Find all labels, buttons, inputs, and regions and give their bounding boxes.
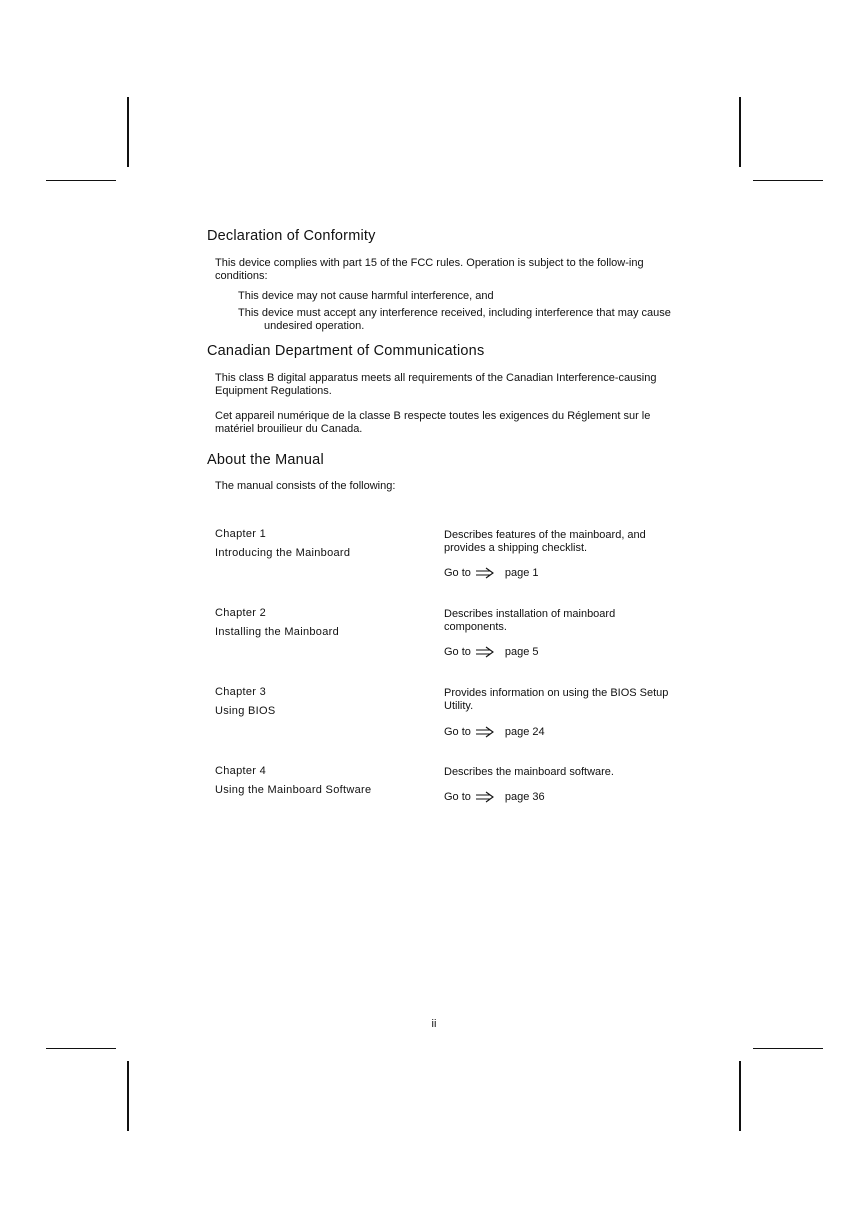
goto-page[interactable]: page 5	[504, 646, 539, 658]
chapter-description: Describes features of the mainboard, and provides a shipping checklist.	[444, 529, 646, 554]
chapter-title: Installing the Mainboard	[215, 626, 339, 638]
chapter-goto[interactable]	[444, 791, 545, 803]
chapter-description: Provides information on using the BIOS Setup Utility.	[444, 687, 669, 712]
page-number: ii	[431, 1018, 437, 1030]
canadian-french-text: Cet appareil numérique de la classe B respecte toutes les exigences du Réglement sur le matériel brouilieur du Canada.	[215, 410, 651, 435]
goto-label: Go to	[444, 646, 471, 658]
chapter-number: Chapter 3	[215, 686, 267, 698]
crop-mark-top-left-vertical	[127, 97, 129, 167]
goto-page[interactable]: page 36	[504, 791, 545, 803]
double-arrow-right-icon	[475, 567, 499, 579]
goto-label: Go to	[444, 791, 471, 803]
crop-mark-top-left-horizontal	[46, 180, 116, 181]
chapter-number: Chapter 1	[215, 528, 267, 540]
goto-label: Go to	[444, 726, 471, 738]
crop-mark-bottom-right-vertical	[739, 1061, 741, 1131]
conformity-condition-2: This device must accept any interference received, including interference that may cause undesired operation.	[238, 307, 671, 332]
about-heading: About the Manual	[207, 452, 324, 468]
chapter-number: Chapter 4	[215, 765, 267, 777]
chapter-goto[interactable]	[444, 726, 545, 738]
goto-page[interactable]: page 24	[504, 726, 545, 738]
crop-mark-top-right-horizontal	[753, 180, 823, 181]
chapter-goto[interactable]	[444, 567, 539, 579]
chapter-number: Chapter 2	[215, 607, 267, 619]
goto-page[interactable]: page 1	[504, 567, 539, 579]
double-arrow-right-icon	[475, 726, 499, 738]
chapter-description: Describes the mainboard software.	[444, 766, 614, 778]
canadian-heading: Canadian Department of Communications	[207, 343, 485, 359]
conformity-heading: Declaration of Conformity	[207, 228, 376, 244]
double-arrow-right-icon	[475, 646, 499, 658]
crop-mark-bottom-right-horizontal	[753, 1048, 823, 1049]
crop-mark-top-right-vertical	[739, 97, 741, 167]
conformity-condition-1: This device may not cause harmful interference, and	[238, 290, 494, 302]
chapter-title: Introducing the Mainboard	[215, 547, 351, 559]
chapter-description: Describes installation of mainboard components.	[444, 608, 616, 633]
conformity-intro: This device complies with part 15 of the FCC rules. Operation is subject to the follow-ing conditions:	[215, 257, 644, 282]
about-intro: The manual consists of the following:	[215, 480, 396, 492]
crop-mark-bottom-left-horizontal	[46, 1048, 116, 1049]
chapter-goto[interactable]	[444, 646, 539, 658]
crop-mark-bottom-left-vertical	[127, 1061, 129, 1131]
chapter-title: Using the Mainboard Software	[215, 784, 372, 796]
canadian-english-text: This class B digital apparatus meets all requirements of the Canadian Interference-causing Equipment Regulations.	[215, 372, 657, 397]
chapter-title: Using BIOS	[215, 705, 276, 717]
goto-label: Go to	[444, 567, 471, 579]
double-arrow-right-icon	[475, 791, 499, 803]
